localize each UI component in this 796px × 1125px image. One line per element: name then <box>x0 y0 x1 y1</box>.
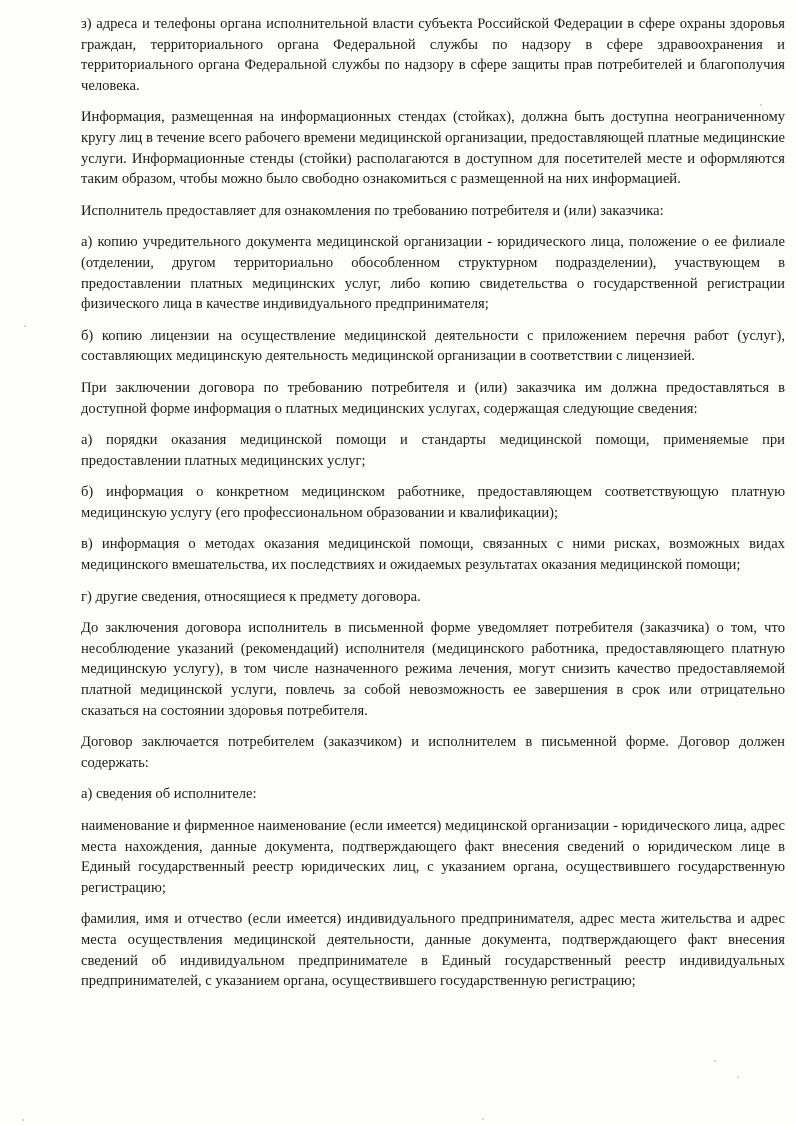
scan-speck <box>737 1076 739 1078</box>
scan-speck <box>22 1119 24 1121</box>
paragraph-executor-provides: Исполнитель предоставляет для ознакомления по требованию потребителя и (или) заказчика: <box>81 202 664 219</box>
paragraph-notification: До заключения договора исполнитель в письменной форме уведомляет потребителя (заказчика) о том, что несоблюдение указаний (рекомендаций) исполнителя (медицинского работника, предоставляющего платную медицинскую услугу), в том числе назначенного режима лечения, могут снизить качество предоставляемой платной медицинской услуги, повлечь за собой невозможность ее завершения в срок или отрицательно сказаться на состоянии здоровья потребителя. <box>81 620 785 719</box>
paragraph-a-charter-copy: а) копию учредительного документа медицинской организации - юридического лица, положение о ее филиале (отделении, другом территориально обособленном структурном подразделении), участвующем в предоставлении платных медицинских услуг, либо копию свидетельства о государственной регистрации физического лица в качестве индивидуального предпринимателя; <box>81 234 785 313</box>
paragraph-legal-entity: наименование и фирменное наименование (если имеется) медицинской организации - юридического лица, адрес места нахождения, данные документа, подтверждающего факт внесения сведений о юридическом лице в Единый государственный реестр юридических лиц, с указанием органа, осуществившего государственную регистрацию; <box>81 818 785 896</box>
scan-speck <box>760 104 762 106</box>
paragraph-z-addresses: з) адреса и телефоны органа исполнительной власти субъекта Российской Федерации в сфере охраны здоровья граждан, территориального органа Федеральной службы по надзору в сфере здравоохранения и территориального органа Федеральной службы по надзору в сфере защиты прав потребителей и благополучия человека. <box>81 16 785 94</box>
paragraph-contract-form: Договор заключается потребителем (заказчиком) и исполнителем в письменной форме. Договор должен содержать: <box>81 734 785 771</box>
paragraph-g-other-info: г) другие сведения, относящиеся к предмету договора. <box>81 588 421 605</box>
paragraph-b-license-copy: б) копию лицензии на осуществление медицинской деятельности с приложением перечня работ (услуг), составляющих медицинскую деятельность медицинской организации в соответствии с лицензией. <box>81 327 785 365</box>
paragraph-contract-info: При заключении договора по требованию потребителя и (или) заказчика им должна предоставляться в доступной форме информация о платных медицинских услугах, содержащая следующие сведения: <box>81 379 785 417</box>
scan-speck <box>482 1118 484 1120</box>
paragraph-info-stands: Информация, размещенная на информационных стендах (стойках), должна быть доступна неограниченному кругу лиц в течение всего рабочего времени медицинской организации, предоставляющей платные медицинские услуги. Информационные стенды (стойки) располагаются в доступном для посетителей месте и оформляются таким образом, чтобы можно было свободно ознакомиться с размещенной на них информацией. <box>81 109 785 188</box>
paragraph-b-medical-worker: б) информация о конкретном медицинском работнике, предоставляющем соответствующую платную медицинскую услугу (его профессиональном образовании и квалификации); <box>81 484 785 521</box>
paragraph-individual-entrepreneur: фамилия, имя и отчество (если имеется) индивидуального предпринимателя, адрес места жительства и адрес места осуществления медицинской деятельности, данные документа, подтверждающего факт внесения сведений об индивидуальном предпринимателе в Единый государственный реестр индивидуальных предпринимателей, с указанием органа, осуществившего государственную регистрацию; <box>81 911 785 990</box>
paragraph-a-executor-info: а) сведения об исполнителе: <box>81 786 257 803</box>
document-body <box>81 14 785 1003</box>
scan-speck <box>714 1060 716 1062</box>
paragraph-a-procedures: а) порядки оказания медицинской помощи и стандарты медицинской помощи, применяемые при предоставлении платных медицинских услуг; <box>81 432 785 469</box>
scan-speck <box>24 325 26 327</box>
paragraph-v-methods: в) информация о методах оказания медицинской помощи, связанных с ними рисках, возможных видах медицинского вмешательства, их последствиях и ожидаемых результатах оказания медицинской помощи; <box>81 536 785 574</box>
